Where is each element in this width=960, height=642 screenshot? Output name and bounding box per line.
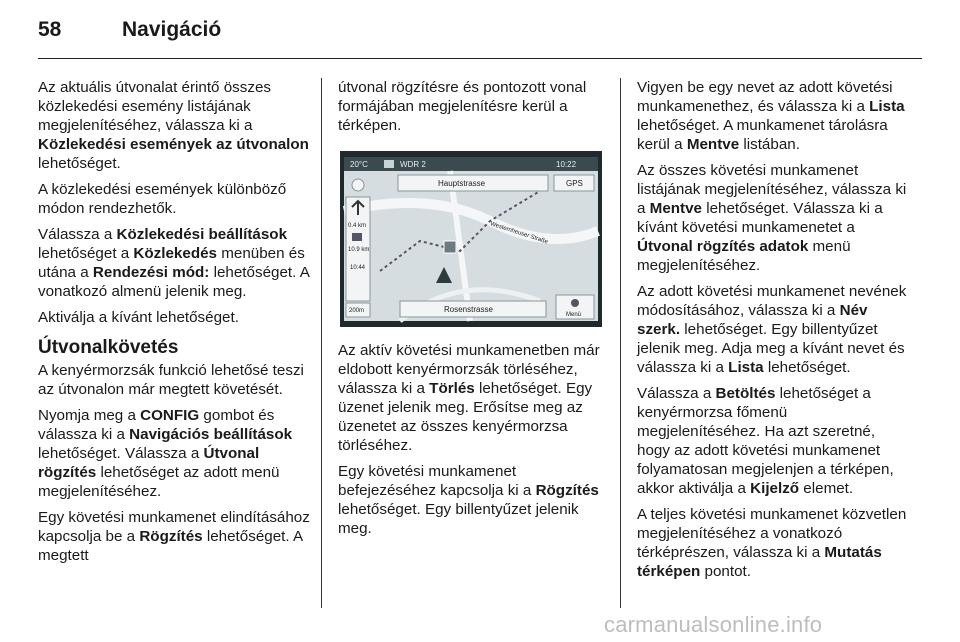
menu-term: Közlekedési események az útvonalon <box>38 136 309 153</box>
text: lehetőséget. A vonatkozó almenü jelenik meg. <box>38 264 310 300</box>
menu-term: Kijelző <box>750 480 800 497</box>
destination-distance: 10.9 km <box>348 247 370 253</box>
next-turn-distance: 0.4 km <box>348 223 367 229</box>
text: A teljes követési munkamenet közvetlen megjelenítéséhez a vonatkozó térképrészen, válassza ki a <box>637 506 907 561</box>
text: lehetőséget a kenyérmorzsa főmenü megjelenítéséhez. Ha azt szeretné, hogy az adott követési munkamenet folyamatosan megjelenjen a térképen, akkor aktiválja a <box>637 385 894 497</box>
paragraph <box>38 78 310 173</box>
menu-term: Lista <box>869 98 905 115</box>
menu-term: Lista <box>728 359 764 376</box>
destination-flag-icon <box>352 233 362 241</box>
text: Az aktuális útvonalat érintő összes közlekedési esemény listájának megjelenítéséhez, válassza ki a <box>38 79 271 134</box>
text: A közlekedési események különböző módon rendezhetők. <box>38 181 287 217</box>
page-title: Navigáció <box>122 18 222 41</box>
text: lehetőséget. Válassza ki a kívánt követési munkamenetet a <box>637 200 883 236</box>
menu-term: Rögzítés <box>139 528 203 545</box>
text: pontot. <box>700 563 751 580</box>
paragraph <box>637 505 907 581</box>
clock-label: 10:22 <box>556 160 577 169</box>
text: útvonal rögzítésre és pontozott vonal formájában megjelenítésre kerül a térképen. <box>338 79 587 134</box>
text: Aktiválja a kívánt lehetőséget. <box>38 309 239 326</box>
text: lehetőséget. <box>763 359 851 376</box>
text: gombot és válassza ki a <box>38 407 275 443</box>
text: lehetőséget az adott menü megjelenítéséhez. <box>38 464 280 500</box>
column-divider-2 <box>620 78 621 608</box>
page-header <box>38 18 922 58</box>
text: Az aktív követési munkamenetben már eldobott kenyérmorzsák törléséhez, válassza ki a <box>338 342 600 397</box>
text: listában. <box>739 136 800 153</box>
paragraph <box>338 78 610 135</box>
poi-icon <box>444 241 456 253</box>
paragraph <box>38 508 310 565</box>
text: Az összes követési munkamenet listájának megjelenítéséhez, válassza ki a <box>637 162 907 217</box>
map-scale-label: 200m <box>349 308 365 314</box>
text: menüben és utána a <box>38 245 305 281</box>
gps-label: GPS <box>566 179 583 188</box>
temperature-label: 20°C <box>350 160 368 169</box>
compass-icon <box>352 179 364 191</box>
radio-icon <box>384 160 394 168</box>
menu-term: Közlekedés <box>133 245 217 262</box>
text: elemet. <box>799 480 854 497</box>
text: Vigyen be egy nevet az adott követési munkamenethez, és válassza ki a <box>637 79 893 115</box>
column-2 <box>338 78 610 545</box>
menu-term: CONFIG <box>140 407 200 424</box>
column-1 <box>38 78 310 572</box>
text: Egy követési munkamenet befejezéséhez kapcsolja ki a <box>338 463 536 499</box>
menu-term: Törlés <box>429 380 475 397</box>
menu-term: Közlekedési beállítások <box>116 226 288 243</box>
arrival-time: 10:44 <box>350 265 366 271</box>
text: Az adott követési munkamenet nevének módosításához, válassza ki a <box>637 283 907 319</box>
menu-term: Mentve <box>649 200 702 217</box>
menu-person-icon <box>571 299 579 307</box>
column-divider-1 <box>321 78 322 608</box>
menu-term: Útvonal rögzítés <box>38 445 260 481</box>
menu-term: Betöltés <box>715 385 776 402</box>
paragraph <box>637 161 907 275</box>
paragraph <box>637 78 907 154</box>
radio-station-label: WDR 2 <box>400 160 426 169</box>
menu-term: Navigációs beállítások <box>129 426 293 443</box>
paragraph <box>637 384 907 498</box>
menu-term: Név szerk. <box>637 302 868 338</box>
paragraph <box>38 308 310 327</box>
header-rule <box>38 58 922 59</box>
next-street-label: Hauptstrasse <box>438 179 486 188</box>
text: Válassza a <box>38 226 117 243</box>
current-street-label: Rosenstrasse <box>444 305 493 314</box>
paragraph <box>38 361 310 399</box>
text: A kenyérmorzsák funkció lehetősé teszi az útvonalon már megtett követését. <box>38 362 304 398</box>
text: lehetőséget. Egy üzenet jelenik meg. Erősítse meg az üzenetet az összes kenyérmorzsa törléséhez. <box>338 380 593 454</box>
menu-term: Mentve <box>686 136 740 153</box>
paragraph <box>38 180 310 218</box>
paragraph <box>637 282 907 377</box>
paragraph <box>338 462 610 538</box>
text: lehetőséget. A munkamenet tárolásra kerül a <box>637 117 888 153</box>
text: lehetőséget. Egy billentyűzet jelenik meg. <box>338 501 579 537</box>
column-3 <box>637 78 907 588</box>
menu-term: Rögzítés <box>535 482 599 499</box>
text: lehetőséget. Egy billentyűzet jelenik meg. Adja meg a kívánt nevet és válassza ki a <box>637 321 905 376</box>
text: menü megjelenítéséhez. <box>637 238 851 274</box>
section-heading: Útvonalkövetés <box>38 337 179 358</box>
text: Nyomja meg a <box>38 407 141 424</box>
text: lehetőséget a <box>38 245 134 262</box>
paragraph <box>38 225 310 301</box>
map-road-label: Westernheuser Straße <box>489 221 549 246</box>
page-number: 58 <box>38 18 62 41</box>
menu-term: Útvonal rögzítés adatok <box>637 238 809 255</box>
text: Egy követési munkamenet elindításához kapcsolja be a <box>38 509 310 545</box>
text: lehetőséget. Válassza a <box>38 445 204 462</box>
paragraph <box>38 406 310 501</box>
text: lehetőséget. A megtett <box>38 528 303 564</box>
text: lehetőséget. <box>38 155 121 172</box>
text: Válassza a <box>637 385 716 402</box>
navigation-screen-illustration <box>340 151 602 327</box>
menu-label: Menü <box>566 312 582 318</box>
menu-term: Rendezési mód: <box>92 264 210 281</box>
navigation-screen-svg <box>340 151 602 327</box>
watermark: carmanualsonline.info <box>604 612 823 637</box>
paragraph <box>338 341 610 455</box>
menu-term: Mutatás térképen <box>637 544 882 580</box>
